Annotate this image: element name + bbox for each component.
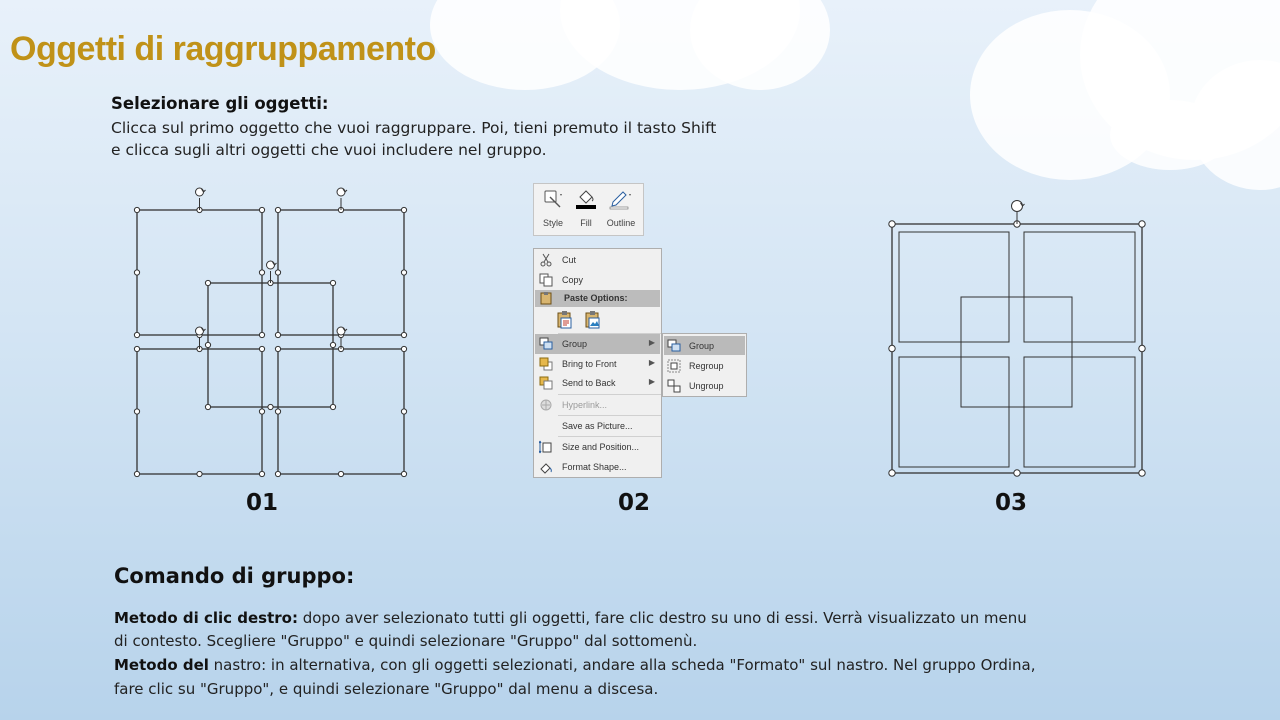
menu-label-format-shape: Format Shape...: [562, 462, 627, 472]
resize-handle[interactable]: [1139, 470, 1145, 476]
resize-handle[interactable]: [259, 409, 264, 414]
resize-handle[interactable]: [205, 404, 210, 409]
menu-item-send-to-back[interactable]: [535, 373, 660, 393]
submenu-item-group[interactable]: [664, 336, 745, 355]
menu-label-group: Group: [562, 339, 588, 349]
resize-handle[interactable]: [338, 471, 343, 476]
menu-item-size-and-position[interactable]: [535, 437, 660, 457]
ribbon-fill-label: Fill: [580, 218, 592, 228]
resize-handle[interactable]: [275, 409, 280, 414]
resize-handle[interactable]: [259, 346, 264, 351]
send-to-back-icon: [539, 376, 553, 390]
menu-item-save-as-picture[interactable]: [535, 416, 660, 436]
clipboard-icon: [539, 291, 553, 305]
group-submenu: [662, 333, 747, 397]
resize-handle[interactable]: [134, 207, 139, 212]
resize-handle[interactable]: [401, 332, 406, 337]
slide-title: Oggetti di raggruppamento: [10, 30, 436, 68]
figure-label-03: 03: [994, 490, 1028, 516]
resize-handle[interactable]: [134, 346, 139, 351]
submenu-item-ungroup[interactable]: [664, 376, 745, 395]
resize-handle[interactable]: [259, 270, 264, 275]
ribbon-style-label: Style: [542, 218, 563, 228]
rotation-handle-icon[interactable]: [196, 188, 204, 196]
resize-handle[interactable]: [134, 409, 139, 414]
command-heading: Comando di gruppo:: [114, 564, 355, 588]
select-heading: Selezionare gli oggetti:: [111, 94, 329, 113]
rotation-handle-icon[interactable]: [1012, 201, 1023, 212]
resize-handle[interactable]: [275, 471, 280, 476]
resize-handle[interactable]: [259, 471, 264, 476]
ungroup-icon: [667, 379, 681, 393]
figure-03-grouped-shapes: [880, 185, 1155, 485]
format-shape-icon: [539, 460, 553, 474]
group-icon: [539, 337, 553, 351]
submenu-item-regroup[interactable]: [664, 356, 745, 375]
figure-label-01: 01: [245, 490, 279, 516]
menu-label-send-to-back: Send to Back: [562, 378, 616, 388]
format-ribbon-group: [533, 183, 644, 236]
resize-handle[interactable]: [134, 471, 139, 476]
ribbon-text-1: nastro: in alternativa, con gli oggetti selezionati, andare alla scheda "Formato" sul nastro. Nel gruppo Ordina,: [208, 656, 1036, 674]
hyperlink-icon: [539, 398, 553, 412]
ribbon-paragraph-line-1: [114, 656, 1035, 674]
resize-handle[interactable]: [401, 207, 406, 212]
resize-handle[interactable]: [401, 409, 406, 414]
menu-item-bring-to-front[interactable]: [535, 354, 660, 374]
resize-handle[interactable]: [259, 207, 264, 212]
resize-handle[interactable]: [1139, 345, 1145, 351]
menu-label-paste-options: Paste Options:: [564, 293, 628, 303]
menu-label-save-as-picture: Save as Picture...: [562, 421, 633, 431]
ribbon-outline-label: Outline: [606, 218, 636, 228]
right-click-paragraph-line-1: [114, 609, 1027, 627]
menu-item-format-shape[interactable]: [535, 457, 660, 477]
submenu-arrow-icon: ▶: [648, 338, 655, 347]
resize-handle[interactable]: [401, 471, 406, 476]
menu-label-size-and-position: Size and Position...: [562, 442, 640, 452]
resize-handle[interactable]: [259, 332, 264, 337]
resize-handle[interactable]: [330, 280, 335, 285]
resize-handle[interactable]: [889, 345, 895, 351]
background-cloud: [1110, 100, 1230, 170]
resize-handle[interactable]: [401, 270, 406, 275]
menu-label-cut: Cut: [562, 255, 577, 265]
resize-handle[interactable]: [134, 332, 139, 337]
resize-handle[interactable]: [889, 221, 895, 227]
resize-handle[interactable]: [1139, 221, 1145, 227]
rotation-handle-icon[interactable]: [196, 327, 204, 335]
rotation-handle-icon[interactable]: [337, 188, 345, 196]
resize-handle[interactable]: [401, 346, 406, 351]
menu-item-group[interactable]: [535, 334, 660, 354]
paint-bucket-icon: [574, 188, 598, 210]
pen-outline-icon: [608, 188, 634, 210]
select-text-line-1: Clicca sul primo oggetto che vuoi raggruppare. Poi, tieni premuto il tasto Shift: [111, 119, 717, 137]
resize-handle[interactable]: [275, 270, 280, 275]
size-position-icon: [539, 440, 553, 454]
figure-label-02: 02: [617, 490, 651, 516]
menu-item-hyperlink: [535, 395, 660, 415]
resize-handle[interactable]: [134, 270, 139, 275]
submenu-arrow-icon: ▶: [648, 377, 655, 386]
resize-handle[interactable]: [205, 280, 210, 285]
scissors-icon: [539, 253, 553, 267]
resize-handle[interactable]: [330, 342, 335, 347]
right-click-paragraph-line-2: di contesto. Scegliere "Gruppo" e quindi selezionare "Gruppo" dal sottomenù.: [114, 632, 698, 650]
resize-handle[interactable]: [205, 342, 210, 347]
paste-options-header: [535, 290, 660, 307]
submenu-label-ungroup: Ungroup: [689, 381, 724, 391]
group-icon: [667, 339, 681, 353]
context-menu: [533, 248, 662, 478]
menu-label-copy: Copy: [562, 275, 584, 285]
resize-handle[interactable]: [889, 470, 895, 476]
resize-handle[interactable]: [275, 346, 280, 351]
paste-keep-formatting-icon[interactable]: [556, 310, 574, 330]
resize-handle[interactable]: [268, 404, 273, 409]
resize-handle[interactable]: [330, 404, 335, 409]
submenu-label-regroup: Regroup: [689, 361, 724, 371]
ribbon-method-label: Metodo del: [114, 656, 209, 674]
right-click-text-1: dopo aver selezionato tutti gli oggetti, fare clic destro su uno di essi. Verrà visualizzato un menu: [297, 609, 1027, 627]
figure-01-selected-shapes: [125, 178, 420, 488]
rotation-handle-icon[interactable]: [337, 327, 345, 335]
paste-as-picture-icon[interactable]: [584, 310, 602, 330]
menu-item-cut[interactable]: [535, 250, 660, 270]
submenu-label-group: Group: [689, 341, 715, 351]
menu-item-copy[interactable]: [535, 270, 660, 290]
submenu-arrow-icon: ▶: [648, 358, 655, 367]
right-click-method-label: Metodo di clic destro:: [114, 609, 298, 627]
copy-icon: [539, 273, 553, 287]
resize-handle[interactable]: [275, 207, 280, 212]
menu-label-hyperlink: Hyperlink...: [562, 400, 608, 410]
shape-style-icon: [541, 188, 565, 210]
ribbon-outline-button[interactable]: [605, 188, 637, 228]
ribbon-fill-button[interactable]: [570, 188, 602, 228]
resize-handle[interactable]: [1014, 470, 1020, 476]
bring-to-front-icon: [539, 357, 553, 371]
regroup-icon: [667, 359, 681, 373]
select-text-line-2: e clicca sugli altri oggetti che vuoi includere nel gruppo.: [111, 141, 547, 159]
rotation-handle-icon[interactable]: [267, 261, 275, 269]
ribbon-paragraph-line-2: fare clic su "Gruppo", e quindi selezionare "Gruppo" dal menu a discesa.: [114, 680, 659, 698]
menu-label-bring-to-front: Bring to Front: [562, 359, 617, 369]
resize-handle[interactable]: [197, 471, 202, 476]
ribbon-style-button[interactable]: [537, 188, 569, 228]
resize-handle[interactable]: [275, 332, 280, 337]
